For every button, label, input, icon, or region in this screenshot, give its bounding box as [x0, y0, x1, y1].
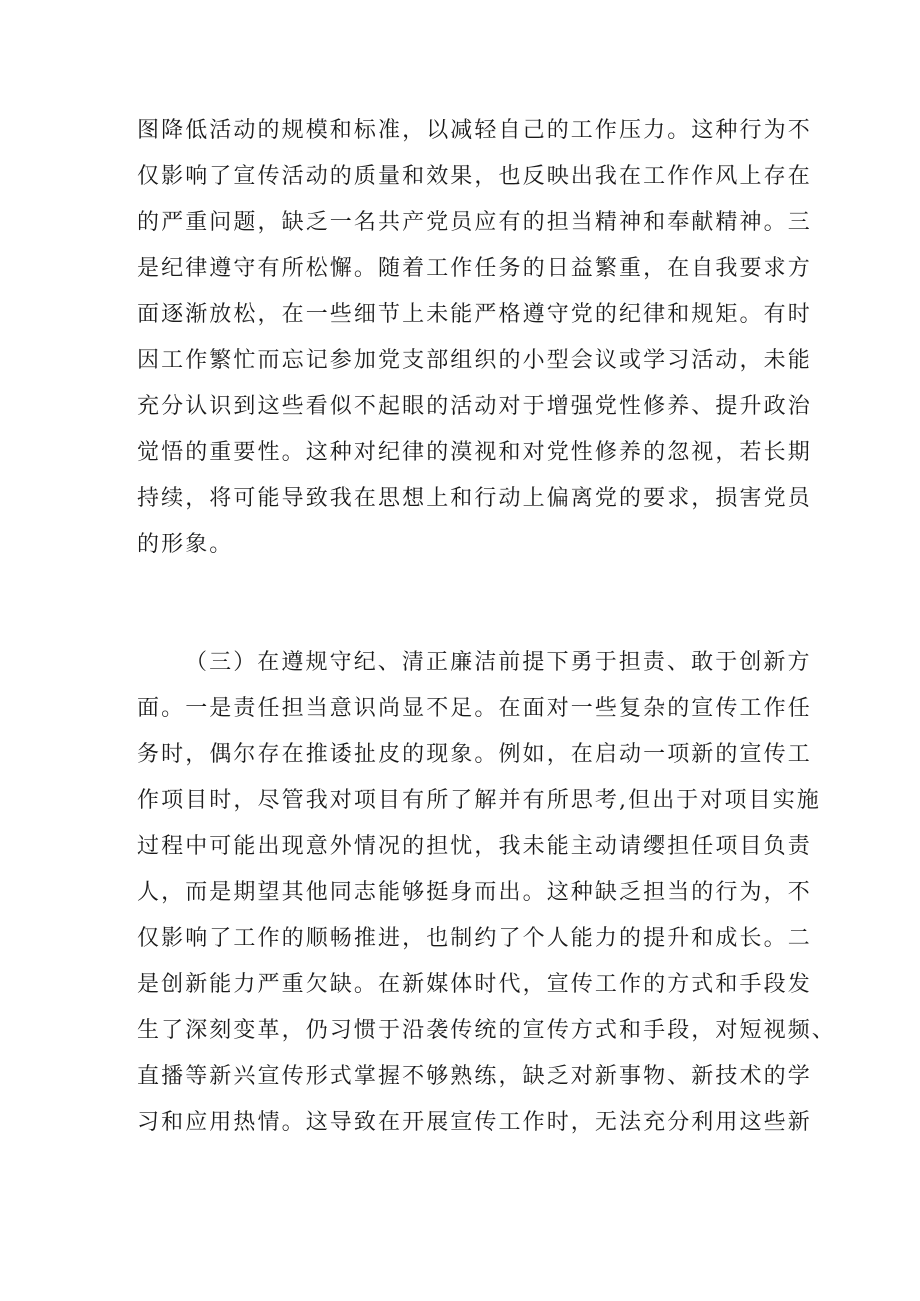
paragraph-line: 习和应用热情。这导致在开展宣传工作时，无法充分利用这些新: [137, 1110, 812, 1135]
paragraph-line: 因工作繁忙而忘记参加党支部组织的小型会议或学习活动，未能: [137, 348, 812, 373]
paragraph-line: 过程中可能出现意外情况的担忧，我未能主动请缨担任项目负责: [137, 834, 812, 859]
paragraph-line: 是纪律遵守有所松懈。随着工作任务的日益繁重，在自我要求方: [137, 256, 812, 281]
paragraph-line: 的严重问题，缺乏一名共产党员应有的担当精神和奉献精神。三: [137, 210, 812, 235]
paragraph-line: 仅影响了工作的顺畅推进，也制约了个人能力的提升和成长。二: [137, 926, 812, 951]
paragraph-line: 面。一是责任担当意识尚显不足。在面对一些复杂的宣传工作任: [137, 696, 812, 721]
paragraph-line: 仅影响了宣传活动的质量和效果，也反映出我在工作作风上存在: [137, 164, 812, 189]
paragraph-line: 充分认识到这些看似不起眼的活动对于增强党性修养、提升政治: [137, 394, 812, 419]
paragraph-line: 的形象。: [137, 532, 234, 557]
paragraph-line: 生了深刻变革，仍习惯于沿袭传统的宣传方式和手段，对短视频、: [137, 1018, 836, 1043]
paragraph-line: 直播等新兴宣传形式掌握不够熟练，缺乏对新事物、新技术的学: [137, 1064, 812, 1089]
paragraph-line: 务时，偶尔存在推诿扯皮的现象。例如，在启动一项新的宣传工: [137, 742, 812, 767]
paragraph-line: 图降低活动的规模和标准，以减轻自己的工作压力。这种行为不: [137, 118, 812, 143]
paragraph-heading-line: （三）在遵规守纪、清正廉洁前提下勇于担责、敢于创新方: [185, 650, 812, 675]
paragraph-line: 面逐渐放松，在一些细节上未能严格遵守党的纪律和规矩。有时: [137, 302, 812, 327]
paragraph-line: 持续，将可能导致我在思想上和行动上偏离党的要求，损害党员: [137, 486, 812, 511]
paragraph-line: 是创新能力严重欠缺。在新媒体时代，宣传工作的方式和手段发: [137, 972, 812, 997]
paragraph-line: 人，而是期望其他同志能够挺身而出。这种缺乏担当的行为，不: [137, 880, 812, 905]
paragraph-line: 作项目时，尽管我对项目有所了解并有所思考,但出于对项目实施: [137, 788, 821, 813]
paragraph-line: 觉悟的重要性。这种对纪律的漠视和对党性修养的忽视，若长期: [137, 440, 812, 465]
